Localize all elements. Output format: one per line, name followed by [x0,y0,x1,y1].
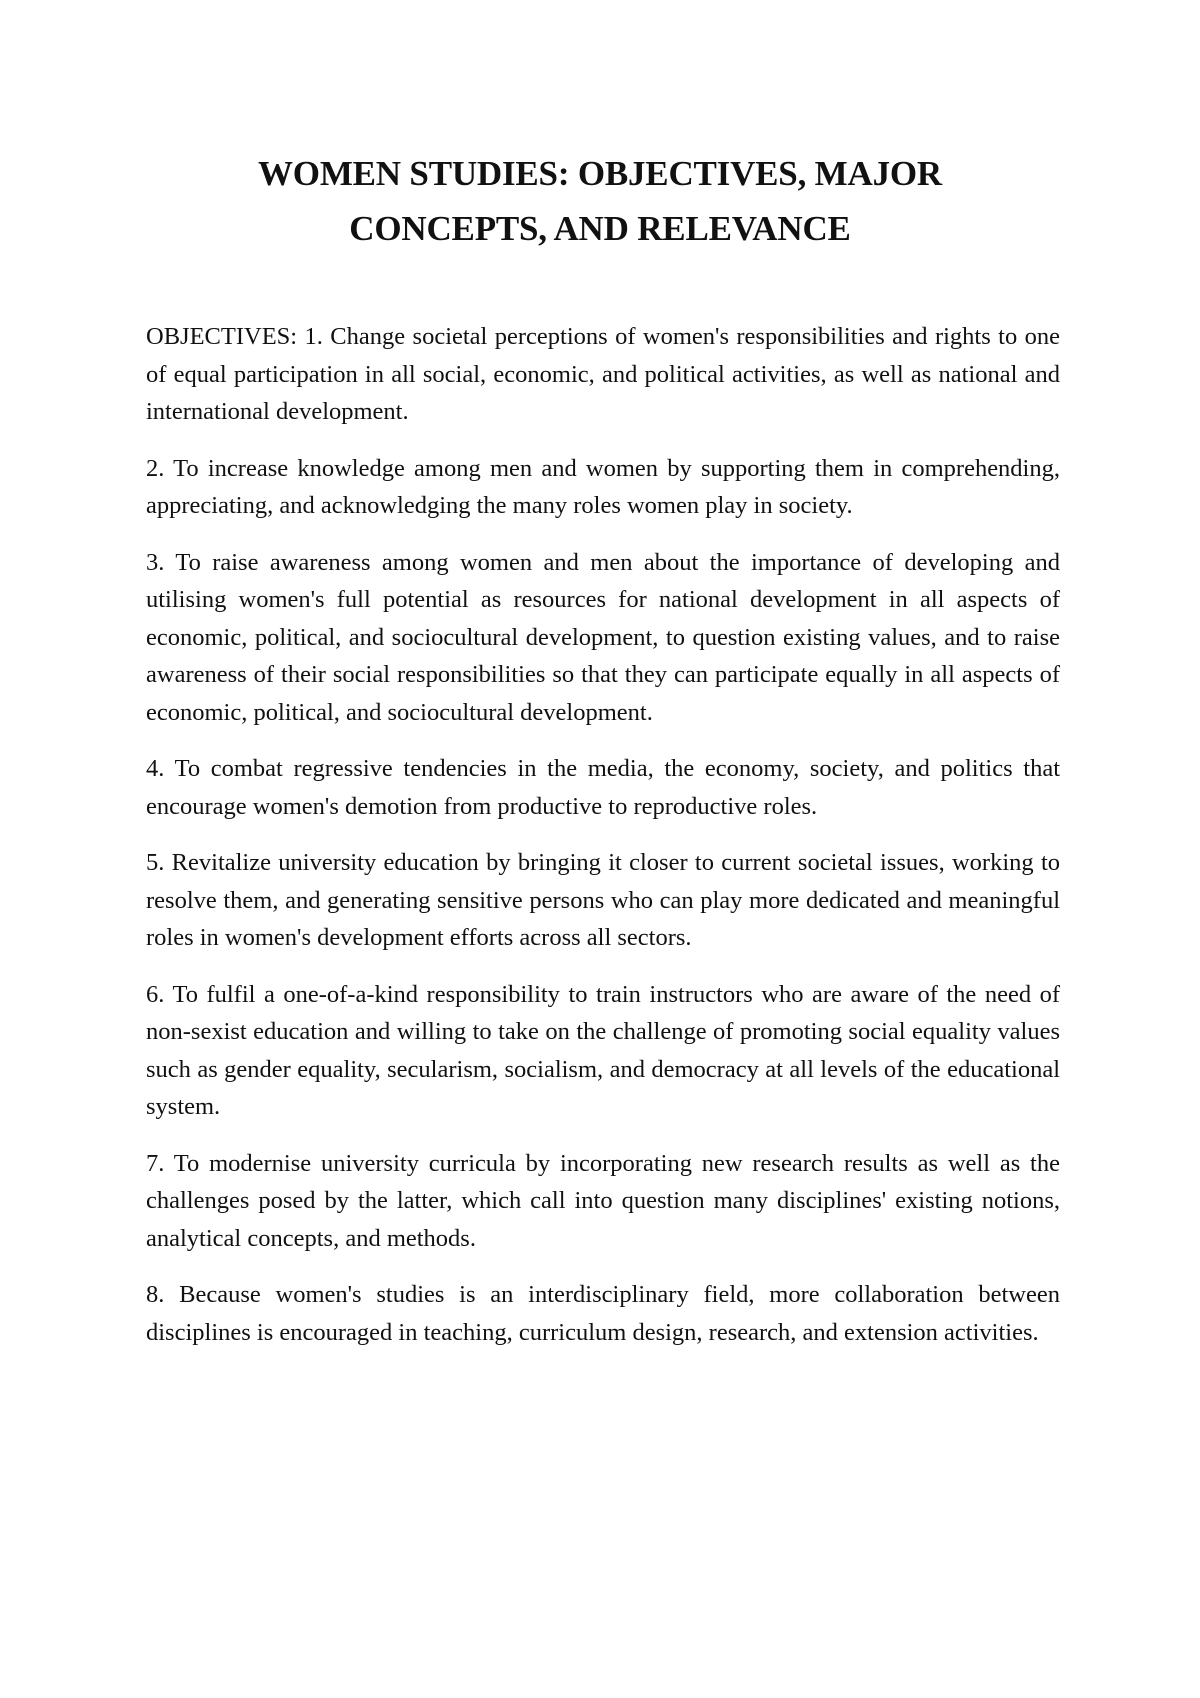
document-title [140,146,1060,256]
objective-paragraph-4: 4. To combat regressive tendencies in the media, the economy, society, and politics that encourage women's demotion from productive to reproductive roles. [146,755,1060,820]
document-body [146,318,1060,1370]
title-line-2: CONCEPTS, AND RELEVANCE [349,209,851,248]
objective-paragraph-6: 6. To fulfil a one-of-a-kind responsibility to train instructors who are aware of the need of non-sexist education and willing to take on the challenge of promoting social equality values such as gender equality, secularism, socialism, and democracy at all levels of the educational system. [146,980,1060,1120]
objective-paragraph-8: 8. Because women's studies is an interdisciplinary field, more collaboration between disciplines is encouraged in teaching, curriculum design, research, and extension activities. [146,1281,1060,1346]
objective-paragraph-5: 5. Revitalize university education by bringing it closer to current societal issues, working to resolve them, and generating sensitive persons who can play more dedicated and meaningful roles in women's development efforts across all sectors. [146,849,1060,951]
objective-paragraph-3: 3. To raise awareness among women and men about the importance of developing and utilising women's full potential as resources for national development in all aspects of economic, political, and sociocultural development, to question existing values, and to raise awareness of their social responsibilities so that they can participate equally in all aspects of economic, political, and sociocultural development. [146,548,1060,726]
title-line-1: WOMEN STUDIES: OBJECTIVES, MAJOR [258,154,942,193]
objective-paragraph-7: 7. To modernise university curricula by incorporating new research results as well as the challenges posed by the latter, which call into question many disciplines' existing notions, analytical concepts, and methods. [146,1149,1060,1252]
objective-paragraph-2: 2. To increase knowledge among men and women by supporting them in comprehending, appreciating, and acknowledging the many roles women play in society. [146,454,1060,519]
objective-paragraph-1: OBJECTIVES: 1. Change societal perceptions of women's responsibilities and rights to one of equal participation in all social, economic, and political activities, as well as national and international development. [146,323,1060,425]
